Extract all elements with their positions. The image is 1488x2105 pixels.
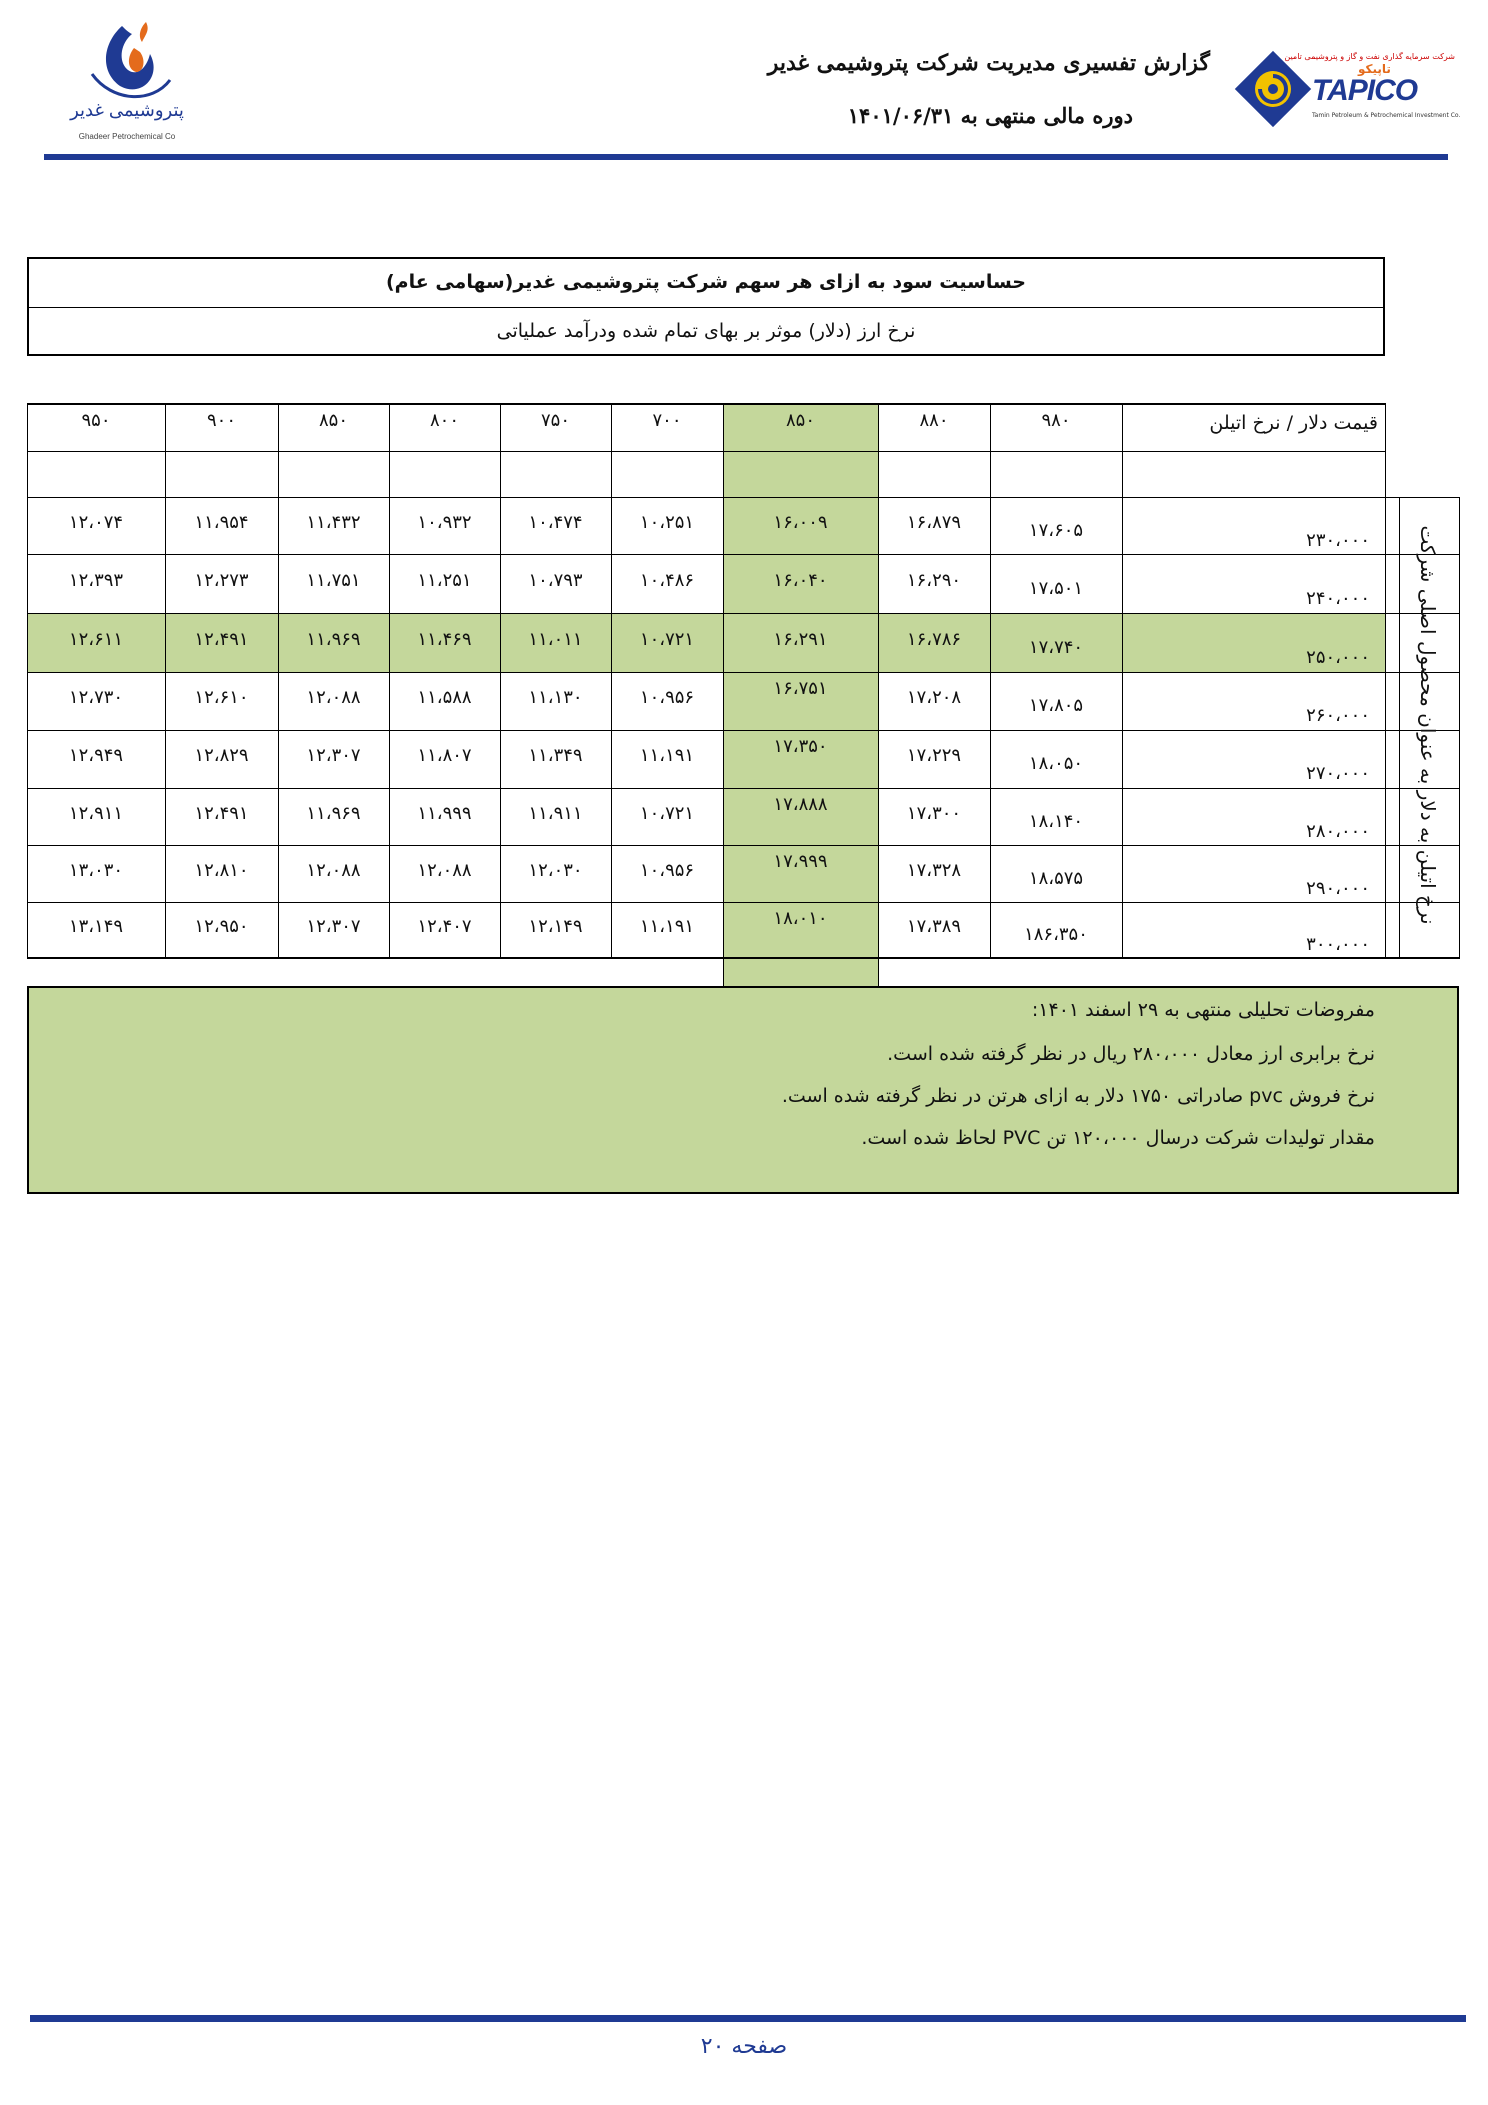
page-number: صفحه ۲۰ [700, 2034, 788, 2059]
row-label: ۲۸۰،۰۰۰ [1306, 820, 1370, 842]
value-cell: ۱۱،۷۵۱ [306, 569, 361, 591]
column-header: ۹۰۰ [206, 410, 236, 431]
value-cell: ۱۰،۲۵۱ [639, 511, 695, 533]
grid-vline [1122, 403, 1123, 957]
value-cell: ۱۳،۰۳۰ [68, 859, 124, 881]
tapico-logo-brand: TAPICO [1312, 74, 1418, 107]
value-cell: ۱۱،۹۵۴ [194, 511, 249, 533]
assumption-pvc-price: نرخ فروش pvc صادراتی ۱۷۵۰ دلار به ازای هرتن در نظر گرفته شده است. [781, 1085, 1375, 1107]
row-axis-label-cell [1399, 498, 1457, 952]
value-cell: ۱۰،۹۵۶ [639, 859, 695, 881]
value-cell: ۱۲،۰۷۴ [68, 511, 124, 533]
value-cell: ۱۲،۴۰۷ [417, 915, 472, 937]
grid-hline [27, 451, 1385, 452]
value-cell: ۱۷،۳۲۸ [906, 859, 962, 881]
value-cell: ۱۶،۰۰۹ [773, 511, 828, 533]
grid-hline [27, 497, 1460, 498]
grid-hline [27, 403, 1385, 405]
value-cell: ۱۷،۲۲۹ [906, 745, 962, 766]
value-cell: ۱۲،۳۰۷ [306, 745, 361, 766]
tapico-logo-brand-fa: تاپیکو [1358, 62, 1391, 76]
value-cell: ۱۱،۱۹۱ [639, 745, 695, 766]
grid-hline [27, 902, 1460, 903]
value-cell: ۱۰،۹۳۲ [417, 511, 472, 533]
tapico-logo-en: Tamin Petroleum & Petrochemical Investment Co. [1312, 112, 1461, 119]
value-cell: ۱۲،۹۱۱ [68, 802, 124, 824]
value-cell: ۱۰،۷۹۳ [528, 569, 583, 591]
value-cell: ۱۶،۲۹۱ [773, 628, 828, 650]
value-cell: ۱۱،۹۶۹ [306, 802, 361, 824]
row-label: ۲۹۰،۰۰۰ [1306, 877, 1370, 899]
value-cell: ۱۶،۰۴۰ [773, 569, 828, 591]
column-header: ۸۰۰ [429, 410, 459, 431]
value-cell: ۱۲،۲۷۳ [194, 569, 249, 591]
grid-hline [27, 730, 1460, 731]
value-cell: ۱۰،۴۸۶ [639, 569, 695, 591]
value-cell: ۱۸،۰۱۰ [773, 908, 828, 929]
value-cell: ۱۰،۷۲۱ [639, 802, 695, 824]
value-cell: ۱۲،۰۳۰ [528, 859, 583, 881]
value-cell: ۱۲،۰۸۸ [306, 859, 361, 881]
value-cell: ۱۱،۴۳۲ [306, 511, 361, 533]
assumptions-heading: مفروضات تحلیلی منتهی به ۲۹ اسفند ۱۴۰۱: [1031, 999, 1375, 1021]
assumptions-box [27, 986, 1459, 1194]
value-cell: ۱۷،۸۰۵ [1028, 695, 1084, 716]
value-cell: ۱۸،۰۵۰ [1028, 753, 1084, 774]
column-header: ۸۵۰ [785, 410, 815, 431]
value-cell: ۱۱،۸۰۷ [417, 745, 472, 766]
report-period: دوره مالی منتهی به ۱۴۰۱/۰۶/۳۱ [847, 103, 1133, 128]
value-cell: ۱۷،۳۵۰ [773, 736, 828, 757]
column-header: ۸۸۰ [919, 410, 949, 431]
value-cell: ۱۸۶،۳۵۰ [1024, 923, 1088, 945]
value-cell: ۱۲،۰۸۸ [306, 687, 361, 708]
grid-vline [1459, 497, 1460, 957]
value-cell: ۱۶،۷۸۶ [906, 628, 962, 650]
value-cell: ۱۱،۳۴۹ [528, 745, 583, 766]
column-header: ۹۵۰ [81, 410, 111, 431]
row-label: ۲۶۰،۰۰۰ [1306, 705, 1370, 726]
grid-hline [27, 788, 1460, 789]
report-title: گزارش تفسیری مدیریت شرکت پتروشیمی غدیر [767, 50, 1210, 76]
grid-vline [1385, 403, 1386, 957]
value-cell: ۱۰،۴۷۴ [528, 511, 583, 533]
value-cell: ۱۷،۹۹۹ [773, 851, 828, 872]
value-cell: ۱۸،۱۴۰ [1028, 810, 1084, 832]
table-title-box [27, 257, 1385, 356]
value-cell: ۱۱،۲۵۱ [417, 569, 472, 591]
tapico-logo-fa: شرکت سرمایه گذاری نفت و گاز و پتروشیمی تامین [1284, 52, 1455, 61]
value-cell: ۱۲،۶۱۰ [194, 687, 249, 708]
value-cell: ۱۲،۱۴۹ [528, 915, 583, 937]
value-cell: ۱۶،۸۷۹ [906, 511, 962, 533]
value-cell: ۱۰،۹۵۶ [639, 687, 695, 708]
value-cell: ۱۲،۴۹۱ [194, 628, 249, 650]
value-cell: ۱۲،۸۲۹ [194, 745, 249, 766]
value-cell: ۱۷،۷۴۰ [1028, 636, 1084, 658]
column-header: ۸۵۰ [318, 410, 348, 431]
grid-hline [27, 845, 1460, 846]
column-header: ۹۸۰ [1041, 410, 1071, 431]
value-cell: ۱۲،۷۳۰ [68, 687, 124, 708]
value-cell: ۱۲،۹۵۰ [194, 915, 249, 937]
column-header: ۷۵۰ [540, 410, 570, 431]
value-cell: ۱۱،۹۱۱ [528, 802, 583, 824]
ghadeer-flame-logo-icon [62, 14, 192, 104]
value-cell: ۱۱،۴۶۹ [417, 628, 472, 650]
value-cell: ۱۱،۱۹۱ [639, 915, 695, 937]
value-cell: ۱۲،۰۸۸ [417, 859, 472, 881]
value-cell: ۱۱،۱۳۰ [528, 687, 583, 708]
grid-hline [27, 613, 1460, 614]
row-label: ۳۰۰،۰۰۰ [1306, 933, 1370, 955]
grid-hline [27, 554, 1460, 555]
tapico-logo [1240, 52, 1461, 127]
assumption-production: مقدار تولیدات شرکت درسال ۱۲۰،۰۰۰ تن PVC لحاظ شده است. [861, 1127, 1375, 1149]
row-axis-label: نرخ اتیلن به دلار به عنوان محصول اصلی شرکت [1416, 525, 1440, 925]
value-cell: ۱۷،۲۰۸ [906, 687, 962, 708]
value-cell: ۱۲،۳۰۷ [306, 915, 361, 937]
value-cell: ۱۲،۹۴۹ [68, 745, 124, 766]
value-cell: ۱۱،۹۹۹ [417, 802, 472, 824]
value-cell: ۱۷،۸۸۸ [773, 794, 828, 815]
value-cell: ۱۲،۸۱۰ [194, 859, 249, 881]
value-cell: ۱۷،۳۰۰ [906, 802, 962, 824]
value-cell: ۱۶،۷۵۱ [773, 678, 828, 699]
value-cell: ۱۰،۷۲۱ [639, 628, 695, 650]
ghadeer-logo-en: Ghadeer Petrochemical Co [78, 132, 176, 141]
table-title: حساسیت سود به ازای هر سهم شرکت پتروشیمی غدیر(سهامی عام) [29, 259, 1383, 308]
value-cell: ۱۶،۲۹۰ [906, 569, 962, 591]
row-label: ۲۴۰،۰۰۰ [1306, 587, 1370, 609]
grid-hline [27, 957, 1460, 959]
value-cell: ۱۳،۱۴۹ [68, 915, 124, 937]
value-cell: ۱۷،۵۰۱ [1028, 577, 1084, 599]
table-subtitle: نرخ ارز (دلار) موثر بر بهای تمام شده ودرآمد عملیاتی [496, 320, 916, 342]
header-rule [44, 154, 1448, 160]
corner-label: قیمت دلار / نرخ اتیلن [1209, 412, 1378, 434]
row-label: ۲۷۰،۰۰۰ [1306, 763, 1370, 784]
footer-rule [30, 2015, 1466, 2022]
value-cell: ۱۲،۳۹۳ [68, 569, 124, 591]
value-cell: ۱۲،۴۹۱ [194, 802, 249, 824]
value-cell: ۱۱،۰۱۱ [528, 628, 583, 650]
value-cell: ۱۲،۶۱۱ [68, 628, 124, 650]
grid-hline [27, 672, 1460, 673]
value-cell: ۱۱،۹۶۹ [306, 628, 361, 650]
value-cell: ۱۷،۳۸۹ [906, 915, 962, 937]
tapico-swirl-logo-icon [1240, 56, 1306, 122]
row-label: ۲۳۰،۰۰۰ [1306, 529, 1370, 551]
row-label: ۲۵۰،۰۰۰ [1306, 646, 1370, 668]
value-cell: ۱۱،۵۸۸ [417, 687, 472, 708]
ghadeer-logo-fa: پتروشیمی غدیر [70, 100, 184, 120]
column-header: ۷۰۰ [652, 410, 682, 431]
value-cell: ۱۸،۵۷۵ [1028, 867, 1084, 889]
value-cell: ۱۷،۶۰۵ [1028, 519, 1084, 541]
assumption-fx-rate: نرخ برابری ارز معادل ۲۸۰،۰۰۰ ریال در نظر گرفته شده است. [887, 1043, 1375, 1065]
ghadeer-logo [62, 14, 192, 149]
